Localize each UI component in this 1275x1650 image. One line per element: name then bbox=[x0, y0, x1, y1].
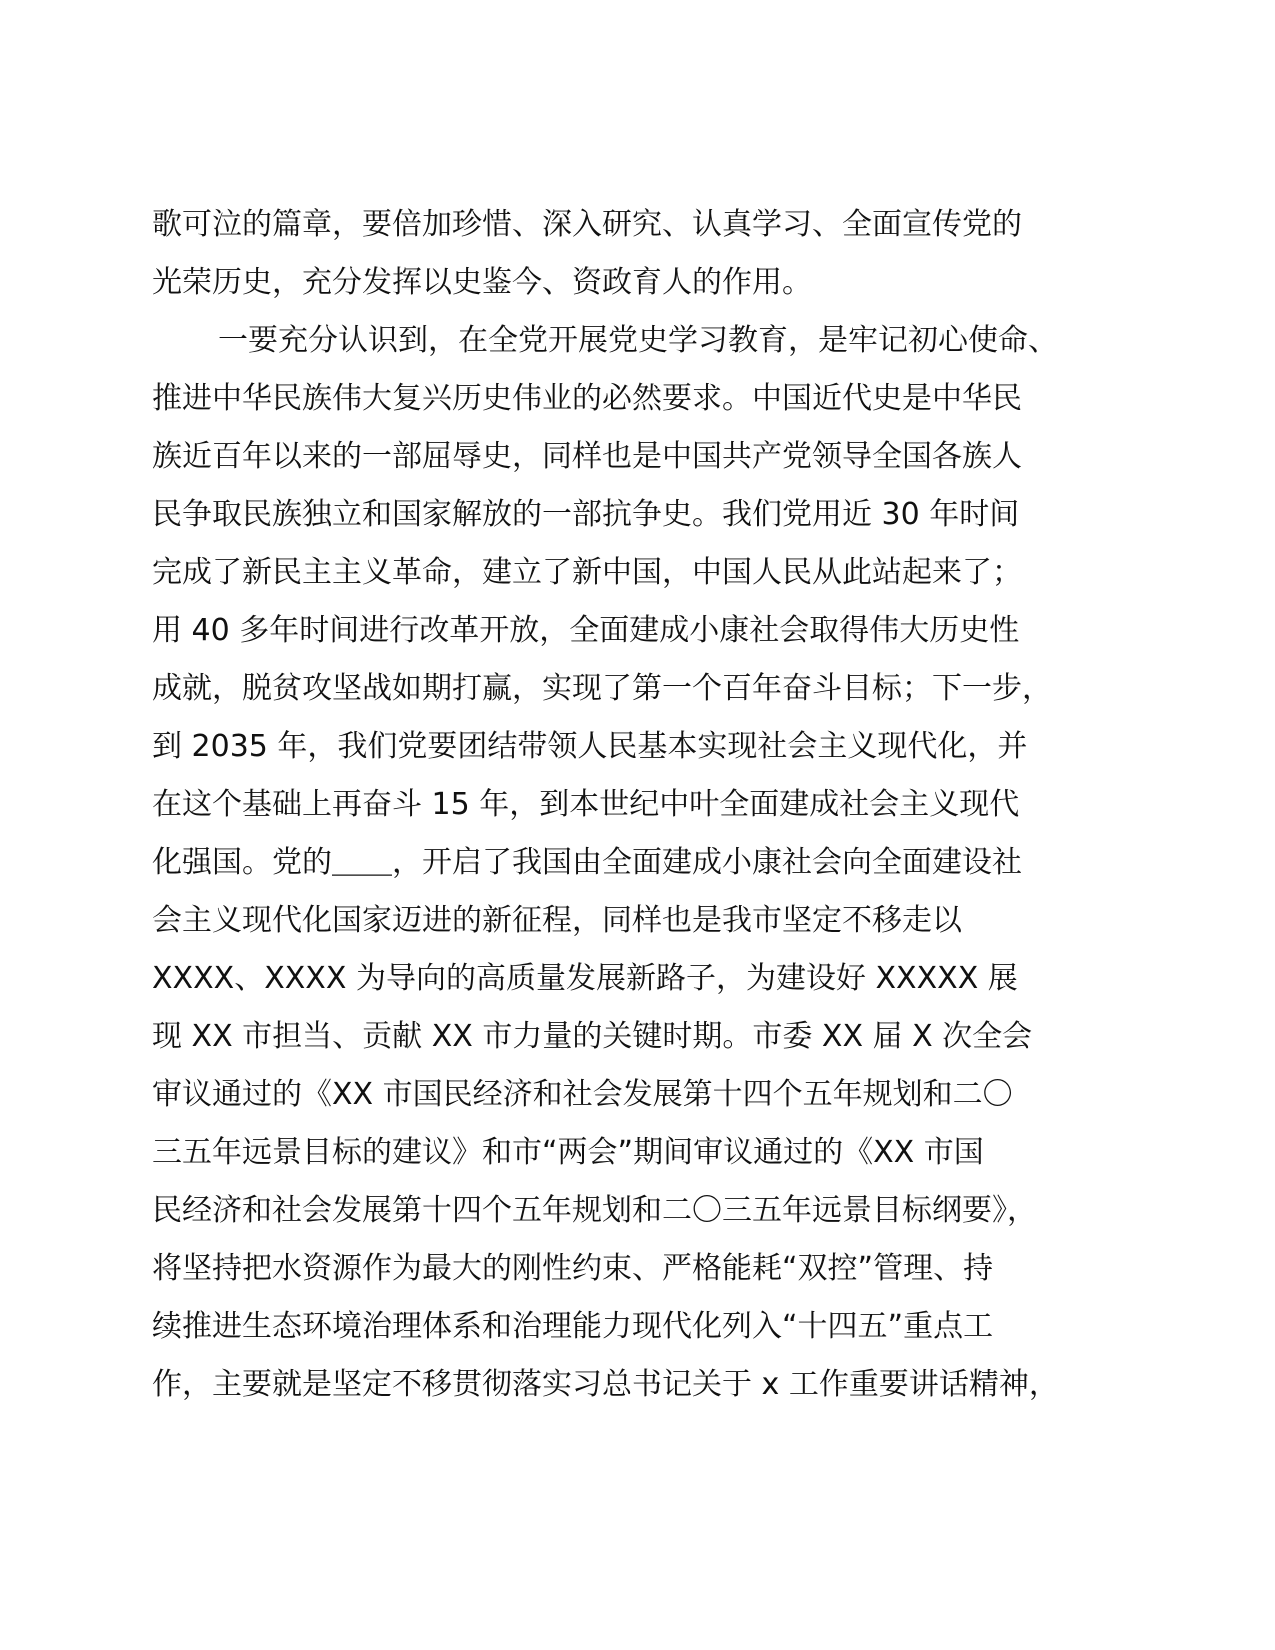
text-line: 作，主要就是坚定不移贯彻落实习总书记关于 x 工作重要讲话精神， bbox=[152, 1367, 1059, 1402]
text-line: 化强国。党的＿＿，开启了我国由全面建成小康社会向全面建设社 bbox=[152, 845, 1022, 880]
text-line: 歌可泣的篇章，要倍加珍惜、深入研究、认真学习、全面宣传党的 bbox=[152, 207, 1022, 242]
text-line: 民争取民族独立和国家解放的一部抗争史。我们党用近 30 年时间 bbox=[152, 497, 1020, 532]
text-line-paragraph-start: 一要充分认识到，在全党开展党史学习教育，是牢记初心使命、 bbox=[218, 323, 1058, 358]
text-line: 成就，脱贫攻坚战如期打赢，实现了第一个百年奋斗目标；下一步， bbox=[152, 671, 1052, 706]
text-line: 光荣历史，充分发挥以史鉴今、资政育人的作用。 bbox=[152, 265, 812, 300]
text-line: 推进中华民族伟大复兴历史伟业的必然要求。中国近代史是中华民 bbox=[152, 381, 1022, 416]
text-line: 族近百年以来的一部屈辱史，同样也是中国共产党领导全国各族人 bbox=[152, 439, 1022, 474]
text-line: 审议通过的《XX 市国民经济和社会发展第十四个五年规划和二〇 bbox=[152, 1077, 1013, 1112]
text-line: 三五年远景目标的建议》和市“两会”期间审议通过的《XX 市国 bbox=[152, 1135, 984, 1170]
text-line: 用 40 多年时间进行改革开放，全面建成小康社会取得伟大历史性 bbox=[152, 613, 1020, 648]
text-line: 在这个基础上再奋斗 15 年，到本世纪中叶全面建成社会主义现代 bbox=[152, 787, 1020, 822]
text-line: 到 2035 年，我们党要团结带领人民基本实现社会主义现代化，并 bbox=[152, 729, 1028, 764]
text-line: 会主义现代化国家迈进的新征程，同样也是我市坚定不移走以 bbox=[152, 903, 962, 938]
text-line: 将坚持把水资源作为最大的刚性约束、严格能耗“双控”管理、持 bbox=[152, 1251, 994, 1286]
text-line: 民经济和社会发展第十四个五年规划和二〇三五年远景目标纲要》， bbox=[152, 1193, 1037, 1228]
text-line: 现 XX 市担当、贡献 XX 市力量的关键时期。市委 XX 届 X 次全会 bbox=[152, 1019, 1033, 1054]
text-line: 续推进生态环境治理体系和治理能力现代化列入“十四五”重点工 bbox=[152, 1309, 994, 1344]
body-text bbox=[152, 196, 1142, 1414]
text-line: 完成了新民主主义革命，建立了新中国，中国人民从此站起来了； bbox=[152, 555, 1022, 590]
text-line: XXXX、XXXX 为导向的高质量发展新路子，为建设好 XXXXX 展 bbox=[152, 961, 1018, 996]
